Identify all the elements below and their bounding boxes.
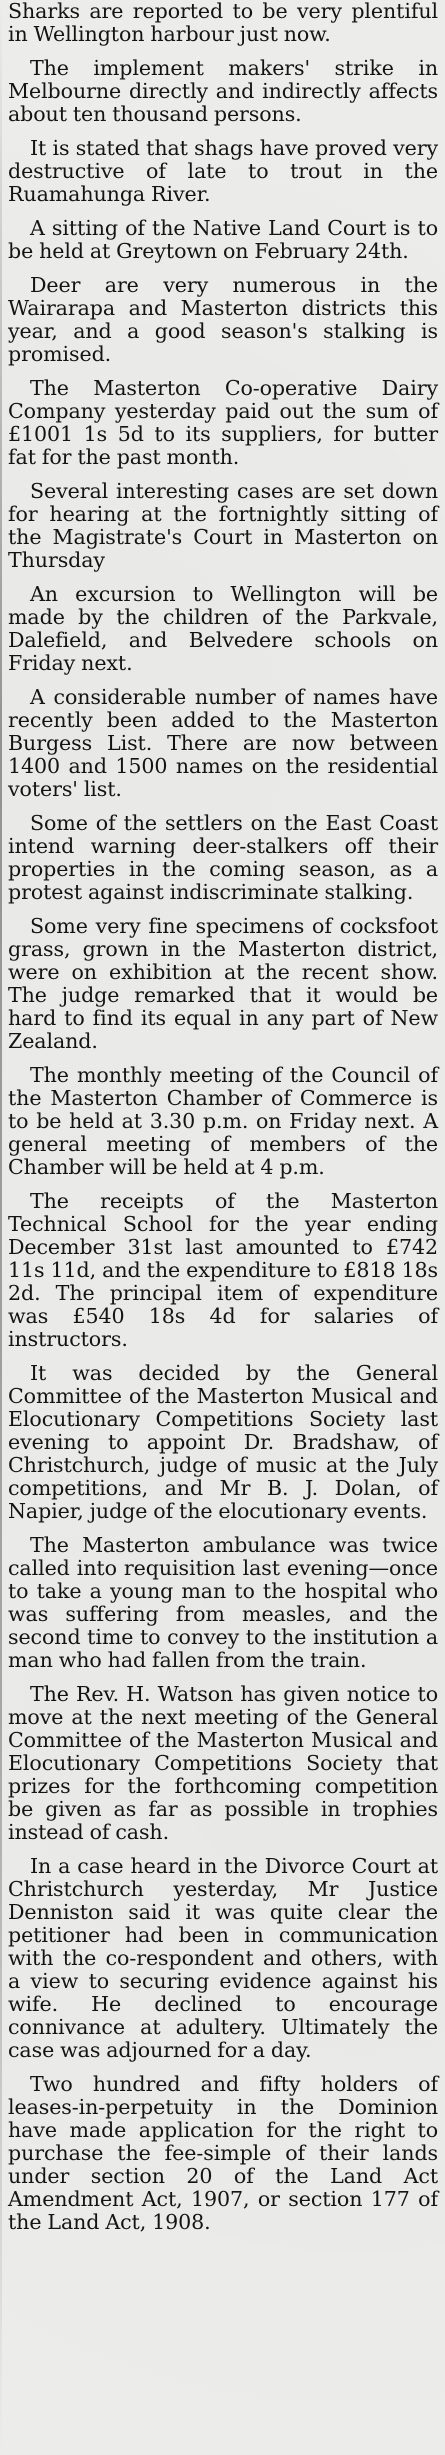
news-item-dairy-company: The Masterton Co-operative Dairy Company yesterday paid out the sum of £1001 1s 5d to its suppliers, for butter fat for the past month. <box>8 376 438 469</box>
news-item-strike: The implement makers' strike in Melbourne directly and indirectly affects about ten thousand persons. <box>8 56 438 126</box>
news-item-divorce-court: In a case heard in the Divorce Court at Christchurch yesterday, Mr Justice Denniston said it was quite clear the petitioner had been in communication with the co-respondent and others, with a view to securing evidence against his wife. He declined to encourage connivance at adultery. Ultimately the case was adjourned for a day. <box>8 1854 438 2062</box>
news-item-excursion: An excursion to Wellington will be made by the children of the Parkvale, Dalefield, and Belvedere schools on Friday next. <box>8 582 438 675</box>
news-item-trophies: The Rev. H. Watson has given notice to move at the next meeting of the General Committee of the Masterton Musical and Elocutionary Competitions Society that prizes for the forthcoming competition be given as far as possible in trophies instead of cash. <box>8 1682 438 1844</box>
news-item-deer: Deer are very numerous in the Wairarapa and Masterton districts this year, and a good season's stalking is promised. <box>8 273 438 366</box>
news-item-cocksfoot: Some very fine specimens of cocksfoot grass, grown in the Masterton district, were on exhibition at the recent show. The judge remarked that it would be hard to find its equal in any part of New Zealand. <box>8 914 438 1053</box>
news-item-burgess-list: A considerable number of names have recently been added to the Masterton Burgess List. There are now between 1400 and 1500 names on the residential voters' list. <box>8 685 438 801</box>
news-column <box>8 0 438 2455</box>
news-item-chamber-of-commerce: The monthly meeting of the Council of the Masterton Chamber of Commerce is to be held at 3.30 p.m. on Friday next. A general meeting of members of the Chamber will be held at 4 p.m. <box>8 1063 438 1179</box>
news-item-magistrates-court: Several interesting cases are set down for hearing at the fortnightly sitting of the Magistrate's Court in Masterton on Thursday <box>8 479 438 572</box>
news-item-competitions-judges: It was decided by the General Committee of the Masterton Musical and Elocutionary Competitions Society last evening to appoint Dr. Bradshaw, of Christchurch, judge of music at the July competitions, and Mr B. J. Dolan, of Napier, judge of the elocutionary events. <box>8 1361 438 1523</box>
news-item-technical-school: The receipts of the Masterton Technical School for the year ending December 31st last amounted to £742 11s 11d, and the expenditure to £818 18s 2d. The principal item of expenditure was £540 18s 4d for salaries of instructors. <box>8 1189 438 1351</box>
column-rule <box>0 0 2 2455</box>
news-item-land-court: A sitting of the Native Land Court is to be held at Greytown on February 24th. <box>8 216 438 263</box>
news-item-ambulance: The Masterton ambulance was twice called into requisition last evening—once to take a young man to the hospital who was suffering from measles, and the second time to convey to the institution a man who had fallen from the train. <box>8 1533 438 1672</box>
news-item-deer-stalkers: Some of the settlers on the East Coast intend warning deer-stalkers off their properties in the coming season, as a protest against indiscriminate stalking. <box>8 811 438 904</box>
news-item-leases: Two hundred and fifty holders of leases-in-perpetuity in the Dominion have made application for the right to purchase the fee-simple of their lands under section 20 of the Land Act Amendment Act, 1907, or section 177 of the Land Act, 1908. <box>8 2072 438 2234</box>
news-item-shags: It is stated that shags have proved very destructive of late to trout in the Ruamahunga River. <box>8 136 438 206</box>
news-item-sharks: Sharks are reported to be very plentiful in Wellington harbour just now. <box>8 0 438 46</box>
